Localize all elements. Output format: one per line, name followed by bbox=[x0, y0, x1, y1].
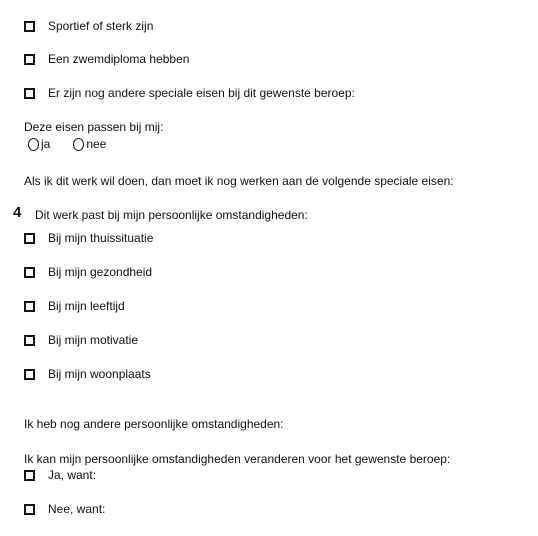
checkbox-row[interactable] bbox=[24, 85, 355, 101]
checkbox-row[interactable] bbox=[24, 366, 151, 382]
checkbox-label: Bij mijn thuissituatie bbox=[48, 231, 154, 245]
checkbox[interactable] bbox=[24, 54, 35, 65]
section-title: Dit werk past bij mijn persoonlijke omstandigheden: bbox=[35, 208, 308, 222]
checkbox-row[interactable] bbox=[24, 298, 125, 314]
section-number: 4 bbox=[13, 204, 22, 221]
checkbox-label: Bij mijn motivatie bbox=[48, 333, 139, 347]
checkbox-row[interactable] bbox=[24, 264, 152, 280]
checkbox-label: Ja, want: bbox=[48, 468, 97, 482]
checkbox-label: Een zwemdiploma hebben bbox=[48, 52, 190, 66]
checkbox[interactable] bbox=[24, 504, 35, 515]
checkbox[interactable] bbox=[24, 301, 35, 312]
checkbox-label: Bij mijn leeftijd bbox=[48, 299, 125, 313]
checkbox-label: Sportief of sterk zijn bbox=[48, 19, 154, 33]
checkbox[interactable] bbox=[24, 470, 35, 481]
checkbox[interactable] bbox=[24, 21, 35, 32]
checkbox[interactable] bbox=[24, 267, 35, 278]
other-circumstances-text: Ik heb nog andere persoonlijke omstandigheden: bbox=[24, 417, 284, 431]
radio-label-ja: ja bbox=[41, 137, 51, 151]
requirements-question: Deze eisen passen bij mij: bbox=[24, 120, 164, 134]
yes-no-radio-group bbox=[28, 136, 106, 152]
followup-text: Als ik dit werk wil doen, dan moet ik nog werken aan de volgende speciale eisen: bbox=[24, 174, 454, 188]
checkbox-row[interactable] bbox=[24, 51, 189, 67]
checkbox-row[interactable] bbox=[24, 501, 105, 517]
checkbox-row[interactable] bbox=[24, 18, 153, 34]
change-question: Ik kan mijn persoonlijke omstandigheden veranderen voor het gewenste beroep: bbox=[24, 452, 451, 466]
checkbox-row[interactable] bbox=[24, 467, 96, 483]
checkbox[interactable] bbox=[24, 88, 35, 99]
checkbox-row[interactable] bbox=[24, 230, 153, 246]
radio-ja[interactable] bbox=[28, 138, 39, 151]
checkbox[interactable] bbox=[24, 369, 35, 380]
checkbox[interactable] bbox=[24, 233, 35, 244]
radio-label-nee: nee bbox=[86, 137, 107, 151]
checkbox-label: Er zijn nog andere speciale eisen bij dit gewenste beroep: bbox=[48, 86, 355, 100]
radio-nee[interactable] bbox=[73, 138, 84, 151]
checkbox-label: Bij mijn woonplaats bbox=[48, 367, 151, 381]
checkbox-label: Bij mijn gezondheid bbox=[48, 265, 153, 279]
checkbox-label: Nee, want: bbox=[48, 502, 106, 516]
checkbox-row[interactable] bbox=[24, 332, 138, 348]
checkbox[interactable] bbox=[24, 335, 35, 346]
